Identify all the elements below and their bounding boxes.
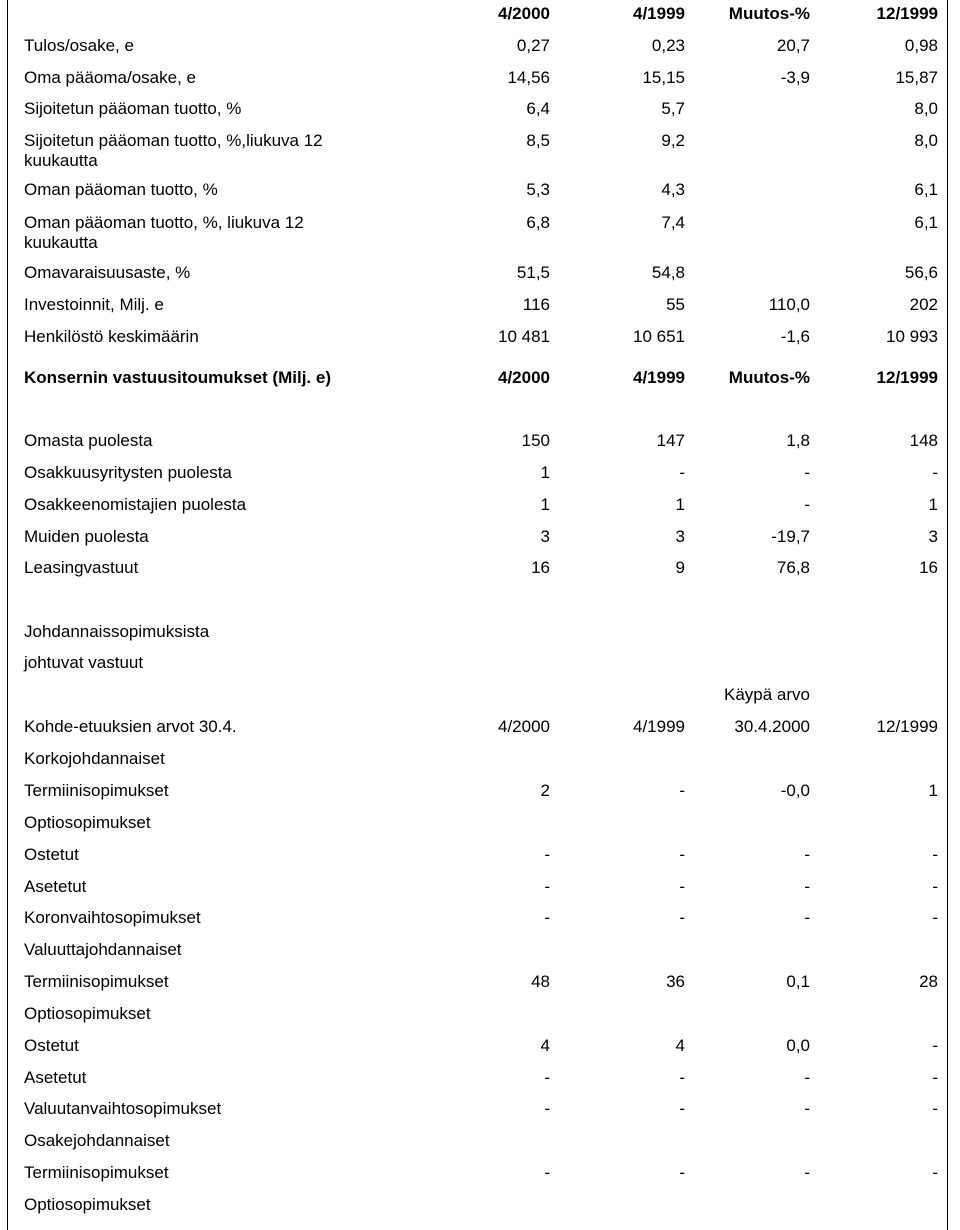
header-col-4-2000: 4/2000 xyxy=(498,368,550,387)
cell-4-1999: 36 xyxy=(666,972,685,991)
cell-fair-value: - xyxy=(804,877,810,896)
derivatives-subheader-label: Kohde-etuuksien arvot 30.4. xyxy=(24,717,237,736)
cell-4-1999: - xyxy=(679,877,685,896)
cell-12-1999: - xyxy=(932,1099,938,1118)
row-label: Sijoitetun pääoman tuotto, % xyxy=(24,99,242,118)
row-label: Ostetut xyxy=(24,845,79,864)
cell-4-2000: 150 xyxy=(521,431,550,450)
cell-4-2000: 6,4 xyxy=(526,99,550,118)
cell-4-2000: - xyxy=(544,845,550,864)
header-col-4-1999: 4/1999 xyxy=(633,4,685,23)
cell-change: 20,7 xyxy=(776,36,810,55)
cell-12-1999: - xyxy=(932,845,938,864)
cell-4-1999: 9,2 xyxy=(661,131,685,150)
cell-fair-value: - xyxy=(804,1163,810,1182)
row-label: Asetetut xyxy=(24,877,87,896)
cell-change: 76,8 xyxy=(776,558,810,577)
cell-4-2000: - xyxy=(544,877,550,896)
row-label: Optiosopimukset xyxy=(24,1195,151,1214)
cell-4-2000: 4 xyxy=(540,1036,550,1055)
cell-12-1999: 202 xyxy=(909,295,938,314)
cell-12-1999: 16 xyxy=(919,558,938,577)
cell-4-1999: 54,8 xyxy=(651,263,685,282)
cell-12-1999: 3 xyxy=(928,527,938,546)
row-label: Osakejohdannaiset xyxy=(24,1131,170,1150)
header-col-4-2000: 4/2000 xyxy=(498,717,550,736)
row-label: Muiden puolesta xyxy=(24,527,149,546)
header-col-change: Muutos-% xyxy=(728,368,810,387)
cell-12-1999: - xyxy=(932,463,938,482)
cell-fair-value: - xyxy=(804,1099,810,1118)
cell-12-1999: - xyxy=(932,1036,938,1055)
cell-4-1999: 3 xyxy=(675,527,685,546)
cell-4-1999: - xyxy=(679,908,685,927)
cell-4-2000: 14,56 xyxy=(507,68,550,87)
cell-4-1999: - xyxy=(679,1068,685,1087)
cell-4-2000: 16 xyxy=(531,558,550,577)
cell-change: 1,8 xyxy=(786,431,810,450)
row-label: Leasingvastuut xyxy=(24,558,139,577)
header-col-12-1999: 12/1999 xyxy=(876,4,938,23)
cell-change: -19,7 xyxy=(771,527,810,546)
row-label: Osakkuusyritysten puolesta xyxy=(24,463,232,482)
header-col-12-1999: 12/1999 xyxy=(876,368,938,387)
row-label: Oman pääoman tuotto, %, liukuva 12 kuukautta xyxy=(24,213,304,252)
cell-change: - xyxy=(804,495,810,514)
fair-value-label: Käypä arvo xyxy=(724,685,810,704)
cell-12-1999: - xyxy=(932,1163,938,1182)
cell-4-1999: 55 xyxy=(666,295,685,314)
cell-4-2000: 48 xyxy=(531,972,550,991)
cell-12-1999: 1 xyxy=(928,781,938,800)
cell-4-1999: 15,15 xyxy=(642,68,685,87)
row-label: Sijoitetun pääoman tuotto, %,liukuva 12 kuukautta xyxy=(24,131,323,170)
cell-4-1999: - xyxy=(679,845,685,864)
cell-4-1999: 1 xyxy=(675,495,685,514)
header-col-12-1999: 12/1999 xyxy=(876,717,938,736)
cell-4-2000: 5,3 xyxy=(526,180,550,199)
cell-4-1999: 5,7 xyxy=(661,99,685,118)
cell-4-2000: 3 xyxy=(540,527,550,546)
header-col-4-1999: 4/1999 xyxy=(633,717,685,736)
cell-change: 110,0 xyxy=(768,295,810,314)
cell-12-1999: 1 xyxy=(928,495,938,514)
cell-12-1999: 28 xyxy=(919,972,938,991)
cell-change: -1,6 xyxy=(780,327,810,346)
cell-fair-value: - xyxy=(804,1068,810,1087)
cell-4-2000: 10 481 xyxy=(498,327,550,346)
cell-change: -3,9 xyxy=(780,68,810,87)
header-col-4-1999: 4/1999 xyxy=(633,368,685,387)
cell-4-2000: - xyxy=(544,908,550,927)
cell-12-1999: 0,98 xyxy=(904,36,938,55)
row-label: Oma pääoma/osake, e xyxy=(24,68,196,87)
row-label: Termiinisopimukset xyxy=(24,972,169,991)
row-label: Valuutanvaihtosopimukset xyxy=(24,1099,222,1118)
header-col-change: Muutos-% xyxy=(728,4,810,23)
cell-4-1999: 0,23 xyxy=(651,36,685,55)
row-label: Termiinisopimukset xyxy=(24,1163,169,1182)
row-label: Valuuttajohdannaiset xyxy=(24,940,182,959)
row-label: Termiinisopimukset xyxy=(24,781,169,800)
header-col-4-2000: 4/2000 xyxy=(498,4,550,23)
row-label: Oman pääoman tuotto, % xyxy=(24,180,218,199)
cell-12-1999: 56,6 xyxy=(904,263,938,282)
cell-4-1999: - xyxy=(679,1163,685,1182)
cell-12-1999: 8,0 xyxy=(914,131,938,150)
cell-fair-value: - xyxy=(804,845,810,864)
row-label: Optiosopimukset xyxy=(24,1004,151,1023)
derivatives-subtitle: johtuvat vastuut xyxy=(24,653,144,672)
cell-4-1999: 7,4 xyxy=(661,213,685,232)
cell-12-1999: - xyxy=(932,908,938,927)
row-label: Tulos/osake, e xyxy=(24,36,134,55)
derivatives-title: Johdannaissopimuksista xyxy=(24,622,210,641)
commitments-title: Konsernin vastuusitoumukset (Milj. e) xyxy=(24,368,331,387)
row-label: Asetetut xyxy=(24,1068,87,1087)
cell-4-2000: 1 xyxy=(540,495,550,514)
cell-fair-value: 0,0 xyxy=(786,1036,810,1055)
cell-4-2000: 8,5 xyxy=(526,131,550,150)
cell-fair-value: -0,0 xyxy=(780,781,810,800)
header-col-fair-value-date: 30.4.2000 xyxy=(734,717,810,736)
cell-12-1999: - xyxy=(932,1068,938,1087)
cell-12-1999: 148 xyxy=(909,431,938,450)
cell-12-1999: 8,0 xyxy=(914,99,938,118)
row-label: Henkilöstö keskimäärin xyxy=(24,327,199,346)
row-label: Ostetut xyxy=(24,1036,79,1055)
cell-4-1999: 9 xyxy=(675,558,685,577)
cell-12-1999: 10 993 xyxy=(886,327,938,346)
cell-fair-value: 0,1 xyxy=(786,972,810,991)
cell-12-1999: 15,87 xyxy=(895,68,938,87)
cell-change: - xyxy=(804,463,810,482)
cell-4-2000: - xyxy=(544,1099,550,1118)
cell-4-2000: 2 xyxy=(540,781,550,800)
row-label: Korkojohdannaiset xyxy=(24,749,165,768)
cell-4-1999: - xyxy=(679,781,685,800)
row-label: Koronvaihtosopimukset xyxy=(24,908,201,927)
cell-4-2000: 1 xyxy=(540,463,550,482)
cell-4-1999: - xyxy=(679,463,685,482)
row-label: Investoinnit, Milj. e xyxy=(24,295,164,314)
row-label: Omavaraisuusaste, % xyxy=(24,263,191,282)
cell-4-2000: 0,27 xyxy=(516,36,550,55)
cell-4-2000: - xyxy=(544,1068,550,1087)
cell-4-2000: 51,5 xyxy=(516,263,550,282)
cell-4-1999: 4 xyxy=(675,1036,685,1055)
cell-12-1999: 6,1 xyxy=(914,180,938,199)
cell-4-2000: - xyxy=(544,1163,550,1182)
cell-4-1999: 4,3 xyxy=(661,180,685,199)
row-label: Osakkeenomistajien puolesta xyxy=(24,495,247,514)
cell-4-1999: 147 xyxy=(656,431,685,450)
cell-fair-value: - xyxy=(804,908,810,927)
row-label: Omasta puolesta xyxy=(24,431,153,450)
cell-4-2000: 116 xyxy=(522,295,550,314)
cell-12-1999: - xyxy=(932,877,938,896)
cell-4-1999: 10 651 xyxy=(633,327,685,346)
cell-12-1999: 6,1 xyxy=(914,213,938,232)
row-label: Optiosopimukset xyxy=(24,813,151,832)
cell-4-2000: 6,8 xyxy=(526,213,550,232)
cell-4-1999: - xyxy=(679,1099,685,1118)
